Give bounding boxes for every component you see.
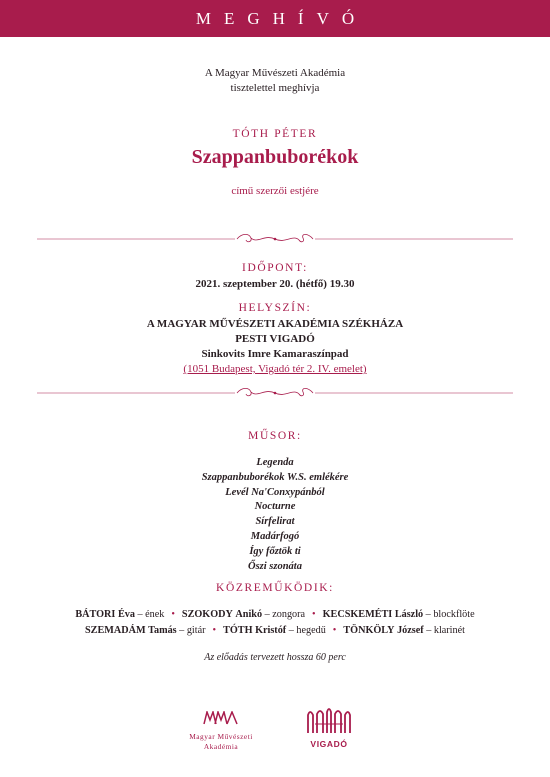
place-details xyxy=(0,317,550,377)
performer: TÖNKÖLY József – klarinét xyxy=(343,625,465,636)
program-item: Legenda xyxy=(256,457,294,468)
time-label: IDŐPONT: xyxy=(242,262,308,274)
program-label: MŰSOR: xyxy=(248,430,302,442)
program-item: Szappanbuborékok W.S. emlékére xyxy=(201,471,349,483)
program-item: Levél Na'Conxypánból xyxy=(225,486,325,498)
program-item: Nocturne xyxy=(254,501,296,513)
mma-logo-mark xyxy=(203,711,239,725)
program-list xyxy=(0,456,550,574)
duration-note: Az előadás tervezett hossza 60 perc xyxy=(204,652,346,663)
program-item: Madárfogó xyxy=(250,530,300,542)
header-banner xyxy=(0,0,550,37)
program-item: Sírfelirat xyxy=(255,516,295,528)
separator-dot: • xyxy=(212,625,217,636)
mma-logo xyxy=(176,711,266,752)
place-address[interactable]: (1051 Budapest, Vigadó tér 2. IV. emelet) xyxy=(183,363,367,375)
place-line-2: PESTI VIGADÓ xyxy=(235,333,315,345)
separator-dot: • xyxy=(312,609,316,620)
ornament-divider-bottom xyxy=(37,386,513,400)
intro-text xyxy=(0,66,550,96)
work-subtitle: című szerzői estjére xyxy=(231,185,319,197)
place-label: HELYSZÍN: xyxy=(238,302,312,314)
vigado-logo-text: VIGADÓ xyxy=(310,739,348,749)
separator-dot: • xyxy=(332,625,337,636)
program-item: Így főztök ti xyxy=(249,545,301,557)
mma-logo-text: Magyar Művészeti Akadémia xyxy=(189,732,253,751)
performers-row-2 xyxy=(0,625,550,636)
performer: TÓTH Kristóf – hegedű xyxy=(223,625,326,636)
vigado-logo xyxy=(302,706,356,749)
intro-line-1: A Magyar Művészeti Akadémia xyxy=(204,67,346,79)
place-line-3: Sinkovits Imre Kamaraszínpad xyxy=(201,348,349,360)
program-item: Őszi szonáta xyxy=(248,560,302,572)
performer: SZEMADÁM Tamás – gitár xyxy=(85,625,206,636)
place-line-1: A MAGYAR MŰVÉSZETI AKADÉMIA SZÉKHÁZA xyxy=(146,318,404,330)
intro-line-2: tisztelettel meghívja xyxy=(230,82,320,94)
performers-label: KÖZREMŰKÖDIK: xyxy=(216,582,334,594)
separator-dot: • xyxy=(171,609,175,620)
time-value: 2021. szeptember 20. (hétfő) 19.30 xyxy=(195,278,355,290)
performer: BÁTORI Éva – ének xyxy=(75,609,165,620)
performer: KECSKEMÉTI László – blockflöte xyxy=(322,609,475,620)
performer: SZOKODY Anikó – zongora xyxy=(181,609,306,620)
performers-row-1 xyxy=(0,609,550,620)
header-title: MEGHÍVÓ xyxy=(195,8,368,28)
vigado-logo-mark xyxy=(306,706,352,734)
author-name: TÓTH PÉTER xyxy=(232,128,318,140)
work-title: Szappanbuborékok xyxy=(191,146,359,168)
ornament-divider-top xyxy=(37,232,513,246)
